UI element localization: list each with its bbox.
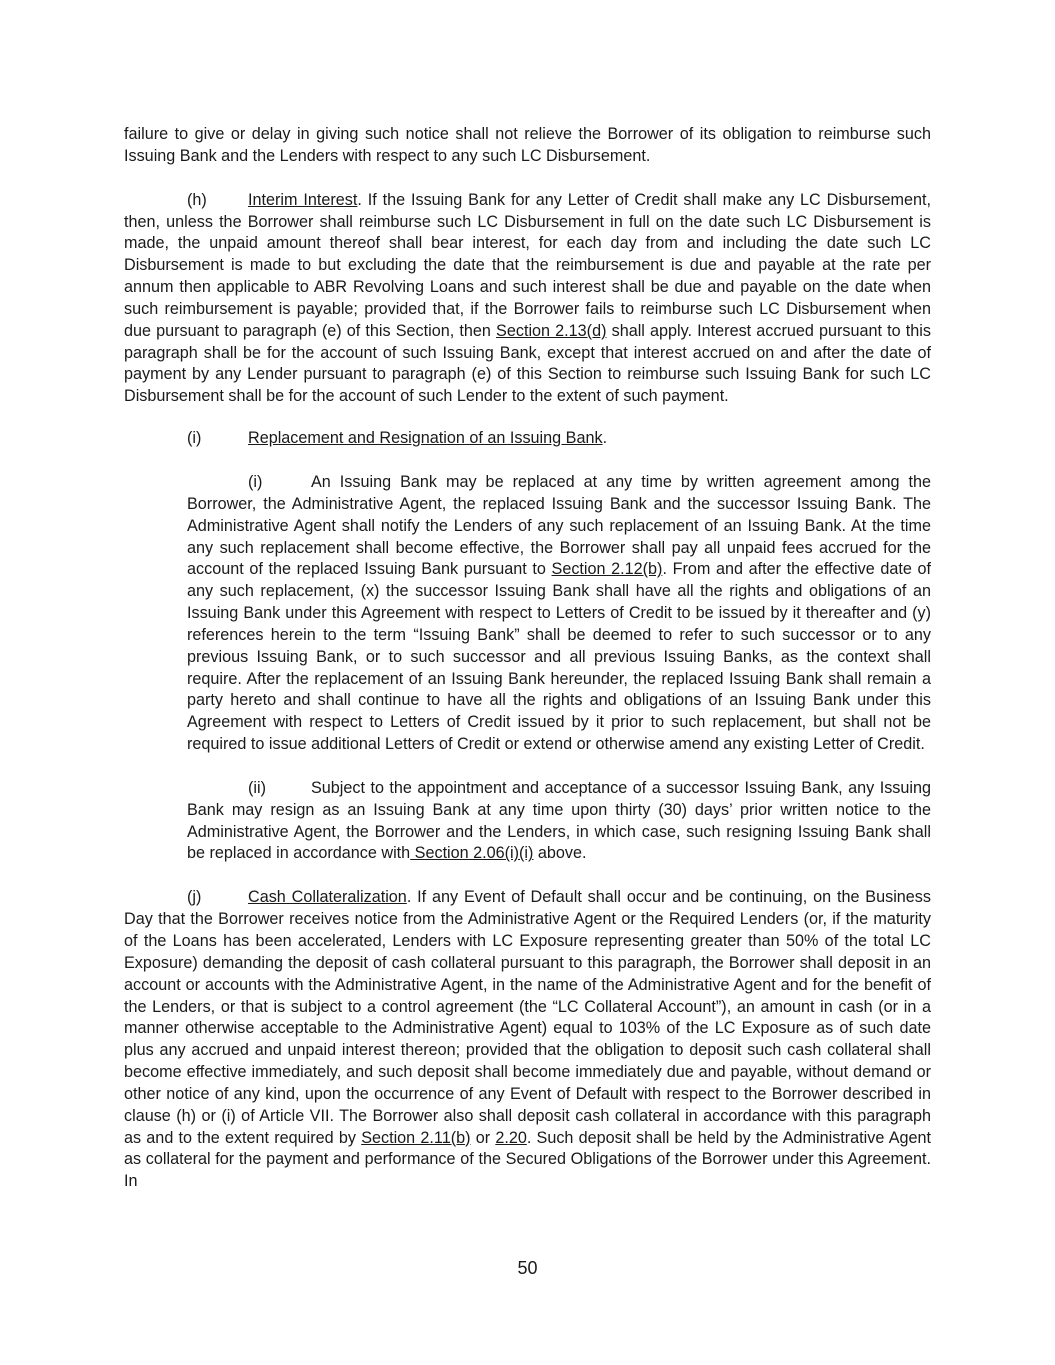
section-i-sub-ii-reference: Section 2.06(i)(i) — [410, 844, 534, 863]
section-j-text-2: or — [470, 1128, 496, 1147]
section-i-sub-i-text-2: . From and after the effective date of any such replacement, (x) the successor Issuing Bank shall have all the rights and obligations of an Issuing Bank under this Agreement with respect to Letters of Credit to be issued by it thereafter and (y) references herein to the term “Issuing Bank” shall be deemed to refer to such successor or to any previous Issuing Bank, or to such successor and all previous Issuing Banks, as the context shall require. After the replacement of an Issuing Bank hereunder, the replaced Issuing Bank shall remain a party hereto and shall continue to have all the rights and obligations of an Issuing Bank under this Agreement with respect to Letters of Credit issued by it prior to such replacement, but shall not be required to issue additional Letters of Credit or extend or otherwise amend any existing Letter of Credit. — [187, 560, 931, 754]
section-j-paragraph — [124, 887, 931, 1193]
section-i-title-end: . — [602, 429, 608, 448]
section-j-reference-1: Section 2.11(b) — [361, 1128, 471, 1147]
section-i-sub-i-label: (i) — [248, 472, 263, 491]
section-i-sub-i-reference: Section 2.12(b) — [551, 560, 663, 579]
section-i-sub-ii-paragraph — [187, 778, 931, 865]
continuation-paragraph — [124, 124, 931, 168]
section-h-title: Interim Interest — [248, 190, 358, 209]
section-j-label: (j) — [187, 888, 202, 907]
section-j-reference-2: 2.20 — [495, 1128, 527, 1147]
section-h-label: (h) — [187, 190, 207, 209]
section-i-title: Replacement and Resignation of an Issuing Bank — [248, 429, 603, 448]
section-j-text-1: . If any Event of Default shall occur and be continuing, on the Business Day that the Borrower receives notice from the Administrative Agent or the Required Lenders (or, if the maturity of the Loans has been accelerated, Lenders with LC Exposure representing greater than 50% of the total LC Exposure) demanding the deposit of cash collateral pursuant to this paragraph, the Borrower shall deposit in an account or accounts with the Administrative Agent, in the name of the Administrative Agent and for the benefit of the Lenders, or that is subject to a control agreement (the “LC Collateral Account”), an amount in cash (or in a manner otherwise acceptable to the Administrative Agent) equal to 103% of the LC Exposure as of such date plus any accrued and unpaid interest thereon; provided that the obligation to deposit such cash collateral shall become effective immediately, and such deposit shall become immediately due and payable, without demand or other notice of any kind, upon the occurrence of any Event of Default with respect to the Borrower described in clause (h) or (i) of Article VII. The Borrower also shall deposit cash collateral in accordance with this paragraph as and to the extent required by — [124, 888, 931, 1147]
section-h-reference: Section 2.13(d) — [496, 321, 607, 340]
section-i-sub-ii-label: (ii) — [248, 778, 266, 797]
section-i-label: (i) — [187, 429, 202, 448]
section-i-sub-ii-block — [124, 778, 931, 865]
document-page — [124, 124, 931, 1193]
section-j-title: Cash Collateralization — [248, 888, 407, 907]
section-j-text-3: . Such deposit shall be held by the Administrative Agent as collateral for the payment and performance of the Secured Obligations of the Borrower under this Agreement. In — [124, 1128, 931, 1191]
section-i-sub-i-text-1: An Issuing Bank may be replaced at any time by written agreement among the Borrower, the Administrative Agent, the replaced Issuing Bank and the successor Issuing Bank. The Administrative Agent shall notify the Lenders of any such replacement of an Issuing Bank. At the time any such replacement shall become effective, the Borrower shall pay all unpaid fees accrued for the account of the replaced Issuing Bank pursuant to — [187, 472, 931, 579]
continuation-text: failure to give or delay in giving such notice shall not relieve the Borrower of its obligation to reimburse such Issuing Bank and the Lenders with respect to any such LC Disbursement. — [124, 125, 931, 165]
page-number: 50 — [517, 1258, 538, 1278]
section-i-sub-ii-text-1: Subject to the appointment and acceptance of a successor Issuing Bank, any Issuing Bank may resign as an Issuing Bank at any time upon thirty (30) days’ prior written notice to the Administrative Agent, the Borrower and the Lenders, in which case, such resigning Issuing Bank shall be replaced in accordance with — [187, 778, 931, 863]
section-i-sub-i-block — [124, 472, 931, 756]
section-i-sub-ii-text-2: above. — [533, 844, 587, 863]
section-i-sub-i-paragraph — [187, 472, 931, 756]
section-h-text-2: shall apply. Interest accrued pursuant to this paragraph shall be for the account of such Issuing Bank, except that interest accrued on and after the date of payment by any Lender pursuant to paragraph (e) of this Section to reimburse such Issuing Bank for such LC Disbursement shall be for the account of such Lender to the extent of such payment. — [124, 321, 931, 406]
section-h-text-1: . If the Issuing Bank for any Letter of Credit shall make any LC Disbursement, then, unless the Borrower shall reimburse such LC Disbursement in full on the date such LC Disbursement is made, the unpaid amount thereof shall bear interest, for each day from and including the date such LC Disbursement is made to but excluding the date that the reimbursement is due and payable at the rate per annum then applicable to ABR Revolving Loans and such interest shall be due and payable on the date when such reimbursement is payable; provided that, if the Borrower fails to reimburse such LC Disbursement when due pursuant to paragraph (e) of this Section, then — [124, 190, 931, 340]
section-h-paragraph — [124, 190, 931, 408]
section-i-heading — [124, 428, 931, 450]
